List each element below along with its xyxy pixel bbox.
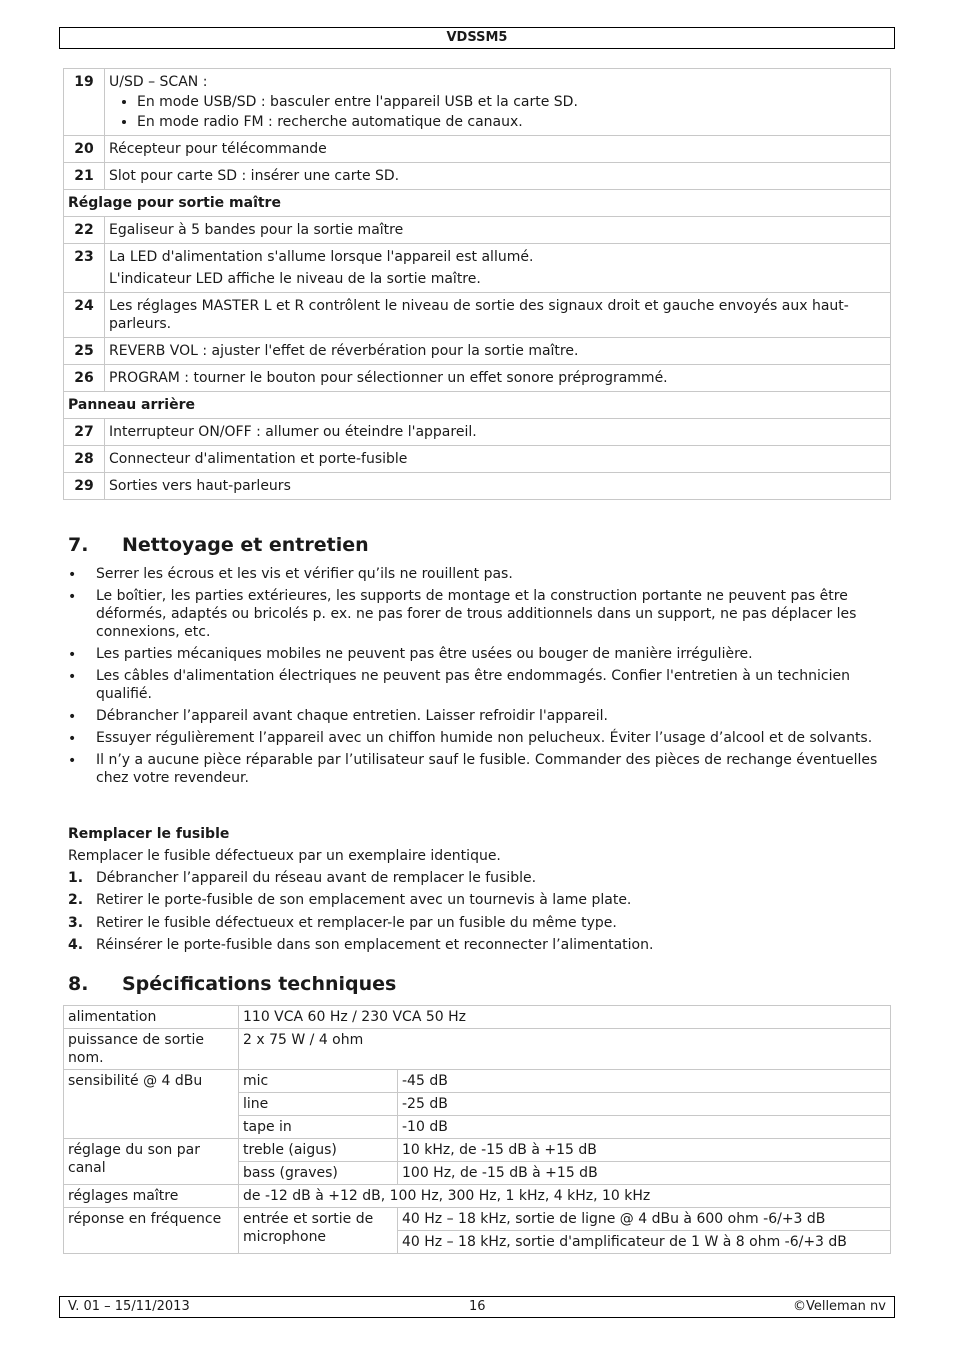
row-description bbox=[105, 244, 891, 293]
list-item: • Les parties mécaniques mobiles ne peuvent pas être usées ou bouger de manière irrégulière. bbox=[68, 645, 890, 663]
step-text: Retirer le fusible défectueux et remplacer-le par un fusible du même type. bbox=[96, 914, 617, 931]
spec-value: 2 x 75 W / 4 ohm bbox=[239, 1029, 891, 1070]
table-row bbox=[64, 244, 891, 293]
spec-label: réponse en fréquence bbox=[64, 1208, 239, 1254]
table-subheading-row bbox=[64, 392, 891, 419]
spec-label: sensibilité @ 4 dBu bbox=[64, 1070, 239, 1139]
list-item: • Il n’y a aucune pièce réparable par l’utilisateur sauf le fusible. Commander des pièces de rechange éventuelles chez votre revendeur. bbox=[68, 751, 890, 787]
spec-value: de -12 dB à +12 dB, 100 Hz, 300 Hz, 1 kHz, 4 kHz, 10 kHz bbox=[239, 1185, 891, 1208]
list-item: • Essuyer régulièrement l’appareil avec un chiffon humide non pelucheux. Éviter l’usage d’alcool et de solvants. bbox=[68, 729, 890, 747]
table-row bbox=[64, 365, 891, 392]
header-title: VDSSM5 bbox=[446, 30, 508, 45]
table-row bbox=[64, 69, 891, 136]
step-text: Retirer le porte-fusible de son emplacement avec un tournevis à lame plate. bbox=[96, 892, 632, 909]
list-item bbox=[68, 869, 890, 887]
row-description: Slot pour carte SD : insérer une carte SD. bbox=[105, 163, 891, 190]
row-number: 25 bbox=[64, 338, 105, 365]
table-row bbox=[64, 293, 891, 338]
section-title: Nettoyage et entretien bbox=[122, 534, 369, 556]
maintenance-list bbox=[68, 565, 890, 791]
list-item: • Débrancher l’appareil avant chaque entretien. Laisser refroidir l'appareil. bbox=[68, 707, 890, 725]
spec-sublabel: entrée et sortie de microphone bbox=[239, 1208, 398, 1254]
row-description: Sorties vers haut-parleurs bbox=[105, 473, 891, 500]
footer-copyright: ©Velleman nv bbox=[792, 1299, 886, 1314]
section-title: Spécifications techniques bbox=[122, 973, 397, 995]
row-description: Récepteur pour télécommande bbox=[105, 136, 891, 163]
table-row bbox=[64, 1185, 891, 1208]
row-description: Les réglages MASTER L et R contrôlent le niveau de sortie des signaux droit et gauche envoyés aux haut-parleurs. bbox=[105, 293, 891, 338]
table-row bbox=[64, 1006, 891, 1029]
spec-value: -25 dB bbox=[398, 1093, 891, 1116]
row-number: 28 bbox=[64, 446, 105, 473]
fuse-subheading: Remplacer le fusible bbox=[68, 826, 230, 842]
row-description: PROGRAM : tourner le bouton pour sélectionner un effet sonore préprogrammé. bbox=[105, 365, 891, 392]
section-number: 8. bbox=[68, 973, 89, 995]
list-item bbox=[68, 936, 890, 954]
table-row bbox=[64, 1208, 891, 1231]
table-row bbox=[64, 473, 891, 500]
parts-table bbox=[63, 68, 891, 500]
step-number: 4. bbox=[68, 936, 84, 953]
row-description: REVERB VOL : ajuster l'effet de réverbération pour la sortie maître. bbox=[105, 338, 891, 365]
row-description: Connecteur d'alimentation et porte-fusible bbox=[105, 446, 891, 473]
row-bullets bbox=[109, 93, 886, 131]
spec-label: puissance de sortie nom. bbox=[64, 1029, 239, 1070]
table-subheading-row bbox=[64, 190, 891, 217]
list-item bbox=[68, 914, 890, 932]
row-description bbox=[105, 69, 891, 136]
row-number: 29 bbox=[64, 473, 105, 500]
row-description: Interrupteur ON/OFF : allumer ou éteindre l'appareil. bbox=[105, 419, 891, 446]
spec-value: 10 kHz, de -15 dB à +15 dB bbox=[398, 1139, 891, 1162]
row-number: 27 bbox=[64, 419, 105, 446]
step-text: Réinsérer le porte-fusible dans son emplacement et reconnecter l’alimentation. bbox=[96, 936, 654, 953]
table-row bbox=[64, 338, 891, 365]
spec-sublabel: bass (graves) bbox=[239, 1162, 398, 1185]
subheading-master: Réglage pour sortie maître bbox=[64, 190, 891, 217]
step-number: 3. bbox=[68, 914, 84, 931]
row-number: 22 bbox=[64, 217, 105, 244]
spec-sublabel: tape in bbox=[239, 1116, 398, 1139]
section-7-heading bbox=[68, 533, 369, 557]
row-number: 23 bbox=[64, 244, 105, 293]
page-footer bbox=[59, 1296, 895, 1318]
spec-value: 100 Hz, de -15 dB à +15 dB bbox=[398, 1162, 891, 1185]
spec-sublabel: treble (aigus) bbox=[239, 1139, 398, 1162]
spec-value: 110 VCA 60 Hz / 230 VCA 50 Hz bbox=[239, 1006, 891, 1029]
specs-table bbox=[63, 1005, 891, 1254]
spec-value: 40 Hz – 18 kHz, sortie de ligne @ 4 dBu à 600 ohm -6/+3 dB bbox=[398, 1208, 891, 1231]
row-number: 19 bbox=[64, 69, 105, 136]
row-text: U/SD – SCAN : bbox=[109, 74, 208, 90]
list-item bbox=[68, 891, 890, 909]
step-text: Débrancher l’appareil du réseau avant de remplacer le fusible. bbox=[96, 870, 537, 886]
spec-value: -10 dB bbox=[398, 1116, 891, 1139]
row-number: 20 bbox=[64, 136, 105, 163]
footer-version: V. 01 – 15/11/2013 bbox=[68, 1299, 190, 1314]
list-item: • Serrer les écrous et les vis et vérifier qu’ils ne rouillent pas. bbox=[68, 565, 890, 583]
list-item: • Le boîtier, les parties extérieures, les supports de montage et la construction portante ne peuvent pas être déformés, adaptés ou bricolés p. ex. ne pas forer de trous additionnels dans un support, ne pas déplacer les connexions, etc. bbox=[68, 587, 890, 641]
footer-page-number: 16 bbox=[469, 1299, 486, 1314]
table-row bbox=[64, 1070, 891, 1093]
table-row bbox=[64, 136, 891, 163]
section-number: 7. bbox=[68, 534, 89, 556]
spec-sublabel: mic bbox=[239, 1070, 398, 1093]
subheading-rear: Panneau arrière bbox=[64, 392, 891, 419]
spec-value: 40 Hz – 18 kHz, sortie d'amplificateur de 1 W à 8 ohm -6/+3 dB bbox=[398, 1231, 891, 1254]
spec-label: alimentation bbox=[64, 1006, 239, 1029]
fuse-intro: Remplacer le fusible défectueux par un exemplaire identique. bbox=[68, 848, 501, 864]
row-number: 24 bbox=[64, 293, 105, 338]
table-row bbox=[64, 446, 891, 473]
table-row bbox=[64, 163, 891, 190]
step-number: 2. bbox=[68, 892, 84, 909]
row-number: 21 bbox=[64, 163, 105, 190]
spec-sublabel: line bbox=[239, 1093, 398, 1116]
row-text-line: La LED d'alimentation s'allume lorsque l'appareil est allumé. bbox=[109, 249, 534, 265]
row-number: 26 bbox=[64, 365, 105, 392]
list-item: • Les câbles d'alimentation électriques ne peuvent pas être endommagés. Confier l'entretien à un technicien qualifié. bbox=[68, 667, 890, 703]
spec-label: réglages maître bbox=[64, 1185, 239, 1208]
spec-label: réglage du son par canal bbox=[64, 1139, 239, 1185]
step-number: 1. bbox=[68, 870, 84, 886]
spec-value: -45 dB bbox=[398, 1070, 891, 1093]
row-description: Egaliseur à 5 bandes pour la sortie maître bbox=[105, 217, 891, 244]
table-row bbox=[64, 419, 891, 446]
section-8-heading bbox=[68, 972, 396, 996]
table-row bbox=[64, 217, 891, 244]
list-item: • En mode radio FM : recherche automatique de canaux. bbox=[137, 113, 886, 131]
table-row bbox=[64, 1029, 891, 1070]
list-item: • En mode USB/SD : basculer entre l'appareil USB et la carte SD. bbox=[137, 93, 886, 111]
fuse-steps bbox=[68, 869, 890, 958]
row-text-line: L'indicateur LED affiche le niveau de la sortie maître. bbox=[109, 271, 481, 287]
table-row bbox=[64, 1139, 891, 1162]
page-header bbox=[59, 27, 895, 49]
